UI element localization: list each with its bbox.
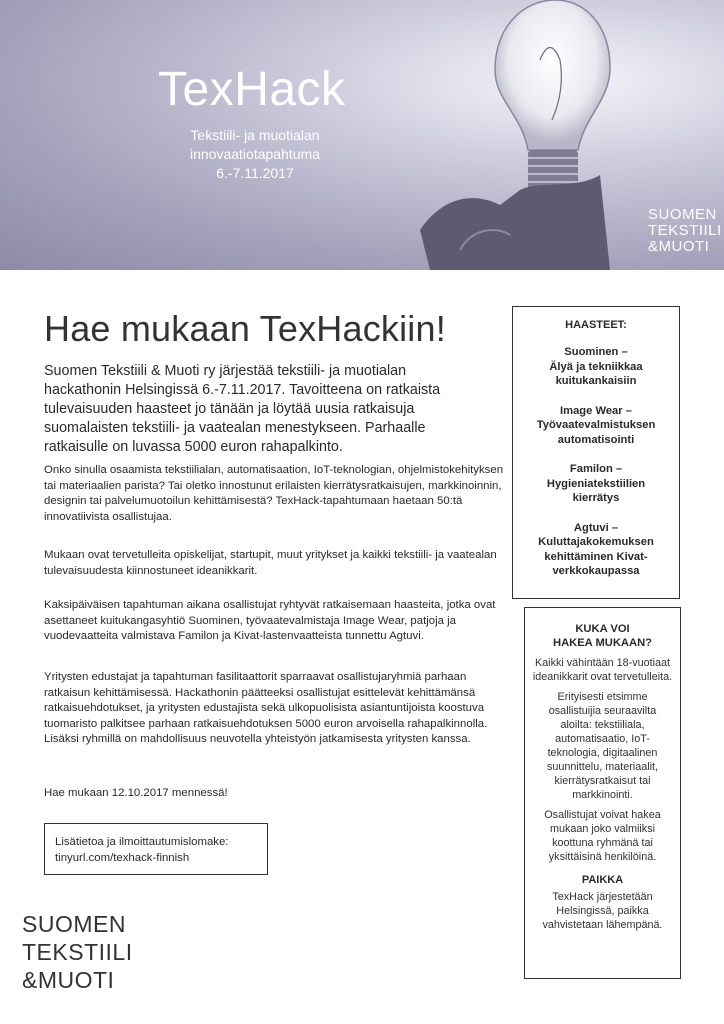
- info-link-box: [44, 823, 268, 875]
- challenge-line: Älyä ja tekniikkaa: [549, 360, 643, 373]
- subtitle-line: Tekstiili- ja muotialan: [190, 127, 320, 143]
- eligibility-box: [524, 607, 681, 979]
- deadline-text: Hae mukaan 12.10.2017 mennessä!: [44, 787, 228, 799]
- challenge-line: Kuluttajakokemuksen: [538, 536, 654, 548]
- challenge-item: [521, 404, 671, 448]
- info-link-url[interactable]: tinyurl.com/texhack-finnish: [55, 852, 190, 864]
- page-headline: Hae mukaan TexHackiin!: [44, 308, 446, 349]
- hero-logo: [648, 207, 722, 255]
- body-paragraph: Mukaan ovat tervetulleita opiskelijat, startupit, muut yritykset ja kaikki tekstiili- ja vaatealan tulevaisuudesta kiinnostuneet ideanikkarit.: [44, 549, 497, 577]
- challenges-heading: HAASTEET:: [565, 319, 627, 331]
- logo-line: SUOMEN: [22, 911, 126, 937]
- logo-line: &MUOTI: [22, 967, 115, 993]
- place-heading: PAIKKA: [581, 874, 624, 886]
- subtitle-line: innovaatiotapahtuma: [190, 146, 320, 162]
- challenge-item: [521, 462, 671, 506]
- logo-line: SUOMEN: [648, 206, 717, 223]
- challenge-line: Hygieniatekstiilien: [546, 477, 646, 490]
- challenge-line: Image Wear –: [560, 404, 632, 417]
- eligibility-heading: [532, 622, 673, 650]
- footer-logo: [22, 910, 133, 994]
- challenge-line: automatisointi: [557, 433, 635, 446]
- event-title: TexHack: [158, 63, 346, 116]
- body-paragraph: Kaksipäiväisen tapahtuman aikana osallistujat ryhtyvät ratkaisemaan haasteita, jotka ovat asettaneet kuitukangasyhtiö Suominen, työvaatevalmistaja Image Wear, patjoja ja vuodevaatteita valmistava Familon ja Kivat-lastenvaatteista tunnettu Agtuvi.: [44, 599, 496, 643]
- intro-paragraph: Suomen Tekstiili & Muoti ry järjestää tekstiili- ja muotialan hackathonin Helsingissä 6.-7.11.2017. Tavoitteena on ratkaista tulevaisuuden haasteet jo tänään ja löytää uusia ratkaisuja suomalaisten tekstiili- ja vaatealan menestykseen. Parhaalle ratkaisulle on luvassa 5000 euron rahapalkinto.: [44, 363, 441, 455]
- logo-line: TEKSTIILI: [22, 939, 133, 965]
- hero-banner: [0, 0, 724, 270]
- challenge-item: [521, 345, 671, 389]
- challenge-line: kierrätys: [572, 492, 620, 504]
- eligibility-text: Osallistujat voivat hakea mukaan joko valmiiksi koottuna ryhmänä tai yksittäisinä henkilöinä.: [544, 809, 661, 863]
- eligibility-text: Kaikki vähintään 18-vuotiaat ideanikkarit ovat tervetulleita.: [532, 657, 673, 683]
- body-paragraph: Yritysten edustajat ja tapahtuman fasilitaattorit sparraavat osallistujaryhmiä parhaan ratkaisun kehittämisessä. Hackathonin päätteeksi osallistujat esittelevät kehittämänsä ratkaisuehdotukset, ja yritysten edustajista sekä ulkopuolisista asiantuntijoista koostuva tuomaristo palkitsee parhaan ratkaisuehdotuksen 5000 euron arvoisella rahapalkinnolla. Lisäksi ryhmillä on mahdollisuus neuvotella yhteistyön jatkamisesta yritysten kanssa.: [44, 671, 488, 746]
- event-dates: 6.-7.11.2017: [216, 165, 294, 181]
- heading-line: KUKA VOI: [575, 623, 630, 635]
- challenge-line: verkkokaupassa: [552, 565, 640, 577]
- challenge-item: [521, 521, 671, 579]
- challenge-line: Työvaatevalmistuksen: [536, 419, 656, 431]
- logo-line: &MUOTI: [648, 238, 710, 255]
- challenge-line: kehittäminen Kivat-: [544, 550, 648, 563]
- event-subtitle: [160, 126, 350, 183]
- challenge-line: kuitukankaisiin: [555, 375, 637, 387]
- light-bulb-image: [400, 0, 670, 270]
- challenge-line: Suominen –: [564, 346, 628, 358]
- logo-line: TEKSTIILI: [648, 222, 722, 239]
- place-text: TexHack järjestetään Helsingissä, paikka vahvistetaan lähempänä.: [542, 891, 663, 931]
- eligibility-text: Erityisesti etsimme osallistuijia seuraavilta aloilta: tekstiiliala, automatisaatio, IoT-teknologia, digitaalinen suunnittelu, materiaalit, kierrätysratkaisut tai markkinointi.: [546, 691, 659, 801]
- challenges-box: [512, 306, 680, 599]
- heading-line: HAKEA MUKAAN?: [552, 637, 653, 649]
- body-paragraph: Onko sinulla osaamista tekstiilialan, automatisaation, IoT-teknologian, ohjelmistokehityksen tai materiaalien parista? Tai oletko innostunut erilaisten kierrätysratkaisujen, markkinoinnin, designin tai palvelumuotoilun kehittämisestä? TexHack-tapahtumaan haetaan 50:tä innovatiivista osallistujaa.: [44, 464, 504, 523]
- info-link-label: Lisätietoa ja ilmoittautumislomake:: [55, 836, 229, 848]
- challenge-line: Agtuvi –: [573, 521, 619, 534]
- challenge-line: Familon –: [569, 463, 623, 475]
